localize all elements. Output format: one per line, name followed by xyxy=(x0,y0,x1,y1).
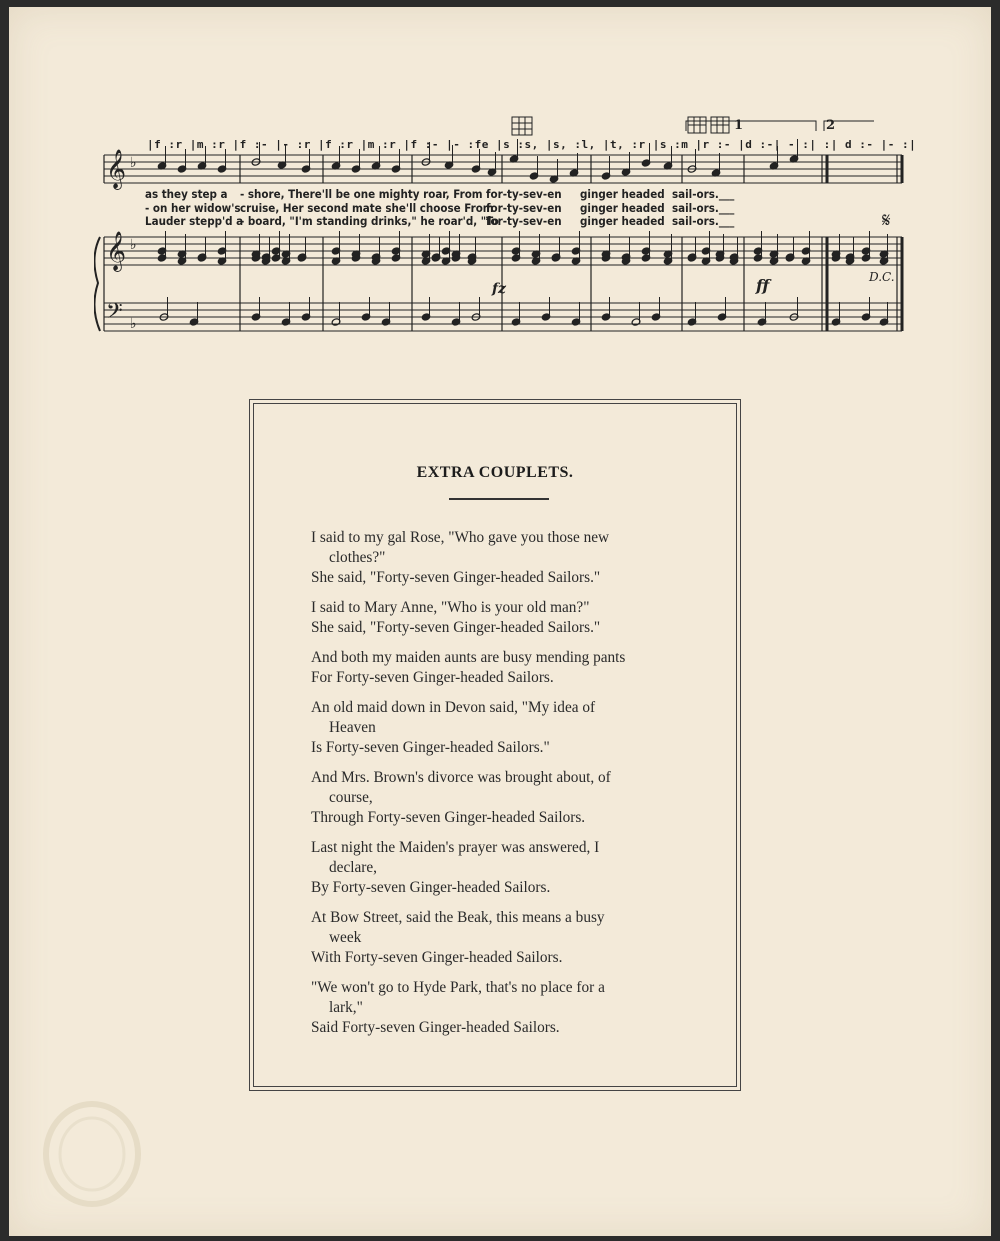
title-rule xyxy=(449,498,549,500)
treble-clef-icon: 𝄞 xyxy=(106,149,127,189)
extra-couplets-box xyxy=(249,399,741,1091)
couplet xyxy=(311,838,691,898)
couplet-line: I said to my gal Rose, "Who gave you those new xyxy=(311,529,610,546)
couplet-line-continuation: lark," xyxy=(329,999,363,1016)
bass-clef-icon: 𝄢 xyxy=(106,299,123,329)
volta-2: 2 xyxy=(826,118,836,133)
couplet-line: I said to Mary Anne, "Who is your old man?" xyxy=(311,599,590,616)
couplet-line: "We won't go to Hyde Park, that's no place for a xyxy=(311,979,605,996)
couplet xyxy=(311,698,691,758)
couplet-line-continuation: clothes?" xyxy=(329,549,386,566)
couplet xyxy=(311,598,691,638)
couplet-line: And both my maiden aunts are busy mending pants xyxy=(311,649,626,666)
couplet-line-continuation: week xyxy=(329,929,362,946)
couplet-refrain: Through Forty-seven Ginger-headed Sailors. xyxy=(311,809,586,826)
lyric-line: - on her widow's cruise, Her second mate she'll choose From for-ty-sev-en ginger headed sail-ors.___ xyxy=(145,200,735,215)
lyrics xyxy=(145,188,765,229)
svg-text:♭: ♭ xyxy=(130,237,137,253)
volta-1: 1 xyxy=(734,118,744,133)
couplet-refrain: Said Forty-seven Ginger-headed Sailors. xyxy=(311,1019,560,1036)
music-score xyxy=(94,107,917,357)
couplet xyxy=(311,908,691,968)
embossed-stamp xyxy=(37,1099,147,1209)
da-capo-mark: D.C. xyxy=(869,270,895,284)
dynamic-ff: ff xyxy=(756,276,770,295)
lyric-line: Lauder stepp'd a - board, "I'm standing drinks," he roar'd, "To for-ty-sev-en ginger headed sail-ors.___ xyxy=(145,214,735,228)
svg-text:♭: ♭ xyxy=(130,155,137,171)
couplet xyxy=(311,768,691,828)
couplet-refrain: Is Forty-seven Ginger-headed Sailors." xyxy=(311,739,550,756)
dynamic-fz: fz xyxy=(492,281,506,297)
solfa-notation: |f :r |m :r |f :- |- :r |f :r |m :r |f :- |- :fe |s :s, |s, :l, |t, :r |s :m |r :- |d :-| - :| :| d :- |- :| xyxy=(147,138,917,151)
couplet-line: Last night the Maiden's prayer was answered, I xyxy=(311,839,600,856)
svg-text:♭: ♭ xyxy=(130,316,137,332)
couplet-refrain: By Forty-seven Ginger-headed Sailors. xyxy=(311,879,551,896)
couplet xyxy=(311,648,691,688)
lyric-line: as they step a - shore, There'll be one mighty roar, From for-ty-sev-en ginger headed sail-ors.___ xyxy=(145,187,735,201)
couplet-refrain: With Forty-seven Ginger-headed Sailors. xyxy=(311,949,563,966)
couplets-title: EXTRA COUPLETS. xyxy=(416,464,574,481)
couplet-line-continuation: Heaven xyxy=(329,719,376,736)
couplet-line-continuation: course, xyxy=(329,789,373,806)
couplet-refrain: She said, "Forty-seven Ginger-headed Sailors." xyxy=(311,569,601,586)
segno-icon: 𝄋 xyxy=(882,208,891,232)
couplet-refrain: For Forty-seven Ginger-headed Sailors. xyxy=(311,669,554,686)
couplet-line-continuation: declare, xyxy=(329,859,377,876)
couplet xyxy=(311,978,691,1038)
couplet xyxy=(311,528,691,588)
treble-clef-icon: 𝄞 xyxy=(106,231,127,271)
couplet-line: And Mrs. Brown's divorce was brought about, of xyxy=(311,769,611,786)
couplet-line: At Bow Street, said the Beak, this means a busy xyxy=(311,909,605,926)
piano-bass-staff xyxy=(104,303,902,331)
couplets-list xyxy=(311,528,691,1048)
couplet-refrain: She said, "Forty-seven Ginger-headed Sailors." xyxy=(311,619,601,636)
sheet-music-page xyxy=(9,7,991,1236)
couplet-line: An old maid down in Devon said, "My idea of xyxy=(311,699,596,716)
